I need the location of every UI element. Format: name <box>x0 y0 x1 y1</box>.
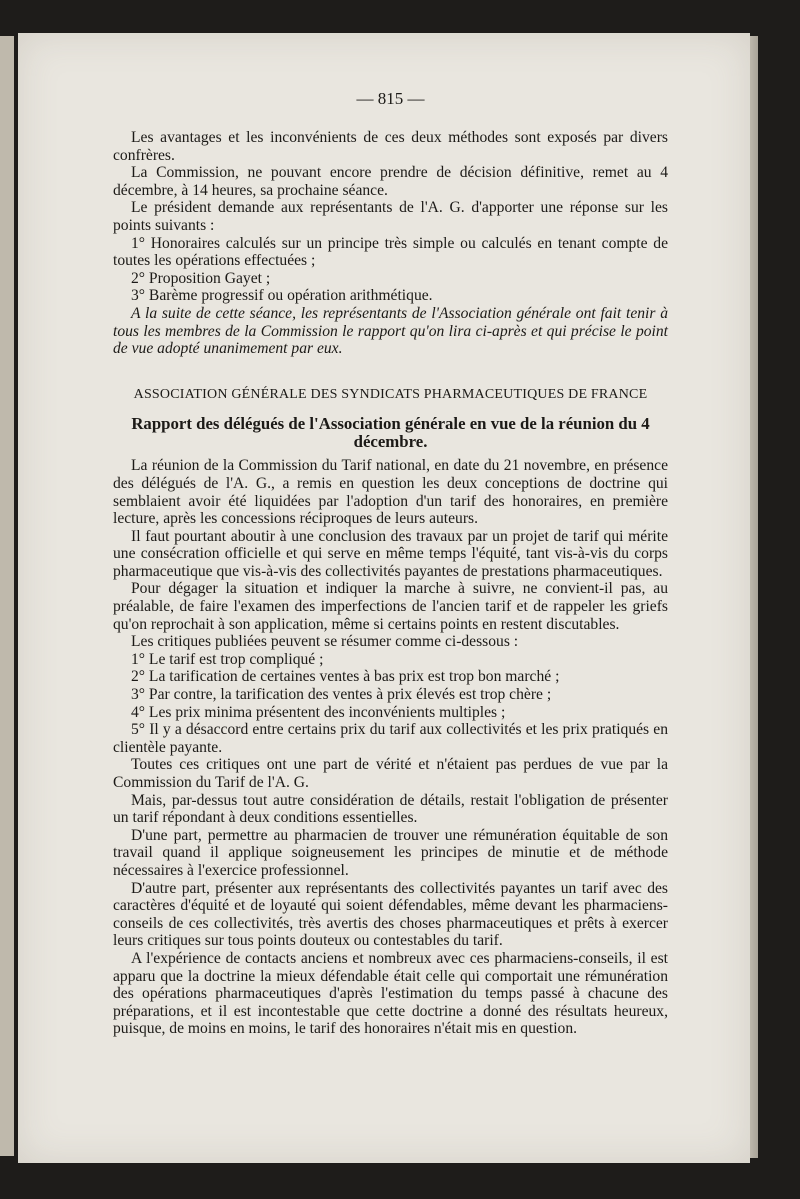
paragraph: D'une part, permettre au pharmacien de trouver une rémunération équitable de son travail quand il applique soigneusement les principes de minutie et de méthode nécessaires à l'exercice professionnel. <box>113 826 668 879</box>
report-title: Rapport des délégués de l'Association générale en vue de la réunion du 4 décembre. <box>131 414 650 452</box>
paragraph: La réunion de la Commission du Tarif national, en date du 21 novembre, en présence des délégués de l'A. G., a remis en question les deux conceptions de doctrine qui semblaient avoir été liquidées par l'adoption d'un tarif des honoraires, en première lecture, après les concessions réciproques de leurs auteurs. <box>113 457 668 528</box>
page-content <box>113 89 668 1038</box>
paragraph: Mais, par-dessus tout autre considération de détails, restait l'obligation de présenter un tarif répondant à deux conditions essentielles. <box>113 791 668 827</box>
paragraph: Il faut pourtant aboutir à une conclusion des travaux par un projet de tarif qui mérite une consécration officielle et qui serve en même temps l'équité, tant vis-à-vis du corps pharmaceutique que vis-à-vis des collectivités payantes de prestations pharmaceutiques. <box>113 527 668 580</box>
list-item: 2° La tarification de certaines ventes à bas prix est trop bon marché ; <box>131 668 560 686</box>
paragraph: Pour dégager la situation et indiquer la marche à suivre, ne convient-il pas, au préalable, de faire l'examen des imperfections de l'ancien tarif et de rappeler les griefs qu'on reprochait à son application, même si certains points en restent discutables. <box>113 580 668 633</box>
paragraph: A l'expérience de contacts anciens et nombreux avec ces pharmaciens-conseils, il est apparu que la doctrine la mieux défendable était celle qui comportait une rémunération des opérations pharmaceutiques d'après l'estimation du temps passé à chacune des préparations, et il est incontestable que cette doctrine a donné des résultats heureux, puisque, de moins en moins, le tarif des honoraires n'était mis en question. <box>113 949 668 1038</box>
paragraph: La Commission, ne pouvant encore prendre de décision définitive, remet au 4 décembre, à 14 heures, sa prochaine séance. <box>113 164 668 199</box>
document-page <box>18 33 750 1163</box>
paragraph: Les critiques publiées peuvent se résumer comme ci-dessous : <box>131 633 519 651</box>
page-number: — 815 — <box>356 89 425 108</box>
paragraph: Le président demande aux représentants de l'A. G. d'apporter une réponse sur les points suivants : <box>113 199 668 234</box>
list-item: 5° Il y a désaccord entre certains prix du tarif aux collectivités et les prix pratiqués en clientèle payante. <box>113 721 668 756</box>
paragraph: Les avantages et les inconvénients de ces deux méthodes sont exposés par divers confrères. <box>113 129 668 164</box>
list-item: 1° Le tarif est trop compliqué ; <box>131 650 324 668</box>
paragraph: Toutes ces critiques ont une part de vérité et n'étaient pas perdues de vue par la Commission du Tarif de l'A. G. <box>113 756 668 791</box>
paragraph: D'autre part, présenter aux représentants des collectivités payantes un tarif avec des caractères d'équité et de loyauté qui soient défendables, même devant les pharmaciens-conseils de ces collectivités, très avertis des choses pharmaceutiques et prêts à exercer leurs critiques sur tous points douteux ou contestables du tarif. <box>113 879 668 950</box>
list-item: 1° Honoraires calculés sur un principe très simple ou calculés en tenant compte de toutes les opérations effectuées ; <box>113 234 668 270</box>
list-item: 2° Proposition Gayet ; <box>131 269 271 287</box>
italic-note: A la suite de cette séance, les représentants de l'Association générale ont fait tenir à tous les membres de la Commission le rapport qu'on lira ci-après et qui précise le point de vue adopté unanimement par eux. <box>113 304 668 358</box>
left-page-edge <box>0 36 14 1156</box>
association-heading: ASSOCIATION GÉNÉRALE DES SYNDICATS PHARMACEUTIQUES DE FRANCE <box>133 386 648 402</box>
list-item: 3° Barème progressif ou opération arithmétique. <box>131 287 433 305</box>
list-item: 3° Par contre, la tarification des ventes à prix élevés est trop chère ; <box>131 686 552 704</box>
list-item: 4° Les prix minima présentent des inconvénients multiples ; <box>131 703 506 721</box>
